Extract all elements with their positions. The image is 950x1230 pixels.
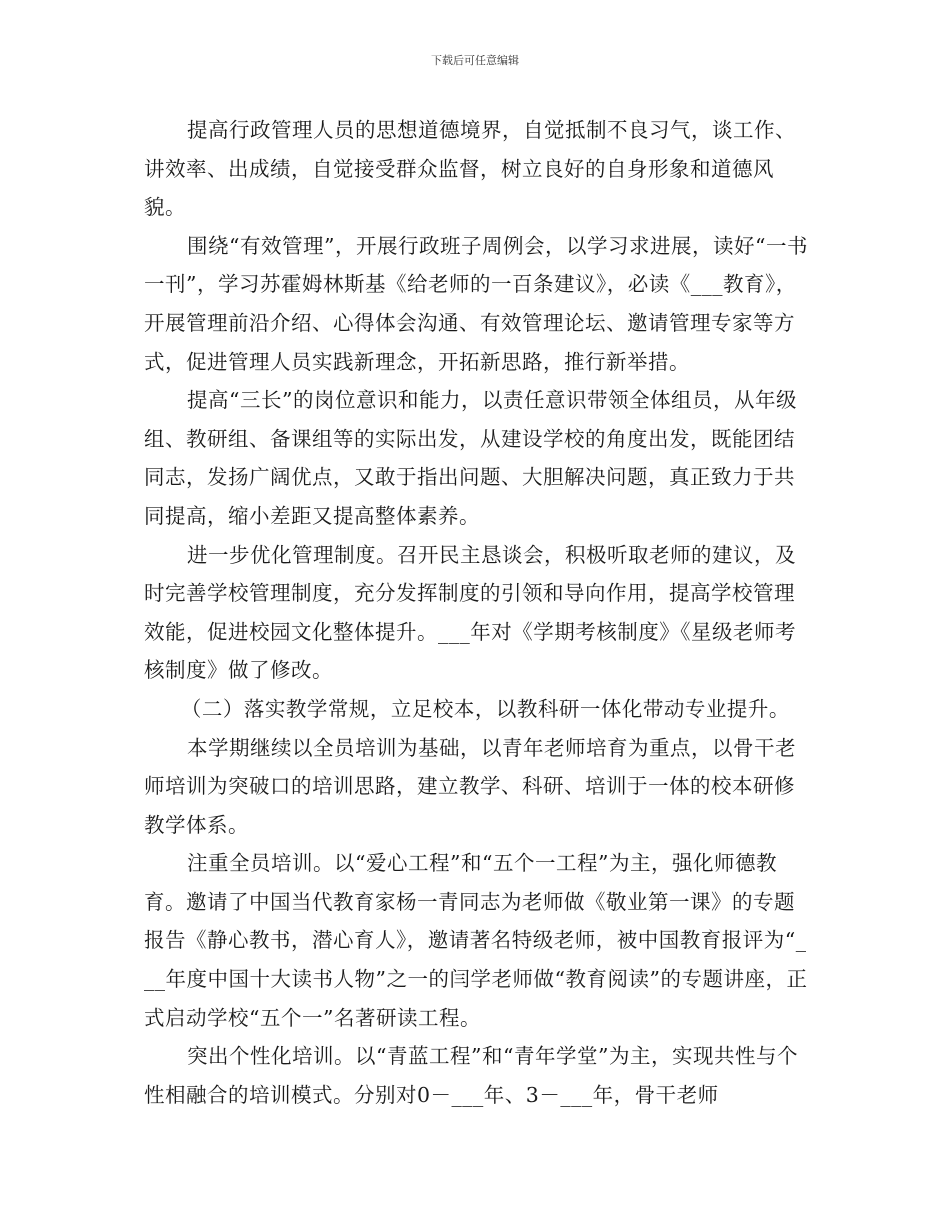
paragraph-effective-management: 围绕“有效管理”，开展行政班子周例会，以学习求进展，读好“一书一刊”，学习苏霍姆林斯基《给老师的一百条建议》，必读《___教育》，开展管理前沿介绍、心得体会沟通、有效管理论坛、邀请管理专家等方式，促进管理人员实践新理念，开拓新思路，推行新举措。: [144, 233, 808, 374]
paragraph-moral-standards: 提高行政管理人员的思想道德境界，自觉抵制不良习气，谈工作、讲效率、出成绩，自觉接受群众监督，树立良好的自身形象和道德风貌。: [144, 118, 797, 220]
document-body: [144, 111, 808, 1114]
paragraph-management-system: 进一步优化管理制度。召开民主恳谈会，积极听取老师的建议，及时完善学校管理制度，充分发挥制度的引领和导向作用，提高学校管理效能，促进校园文化整体提升。___年对《学期考核制度》《星级老师考核制度》做了修改。: [144, 542, 797, 683]
paragraph-training-plan: 本学期继续以全员培训为基础，以青年老师培育为重点，以骨干老师培训为突破口的培训思路，建立教学、科研、培训于一体的校本研修教学体系。: [144, 735, 797, 837]
page-header-note: 下载后可任意编辑: [431, 54, 519, 67]
section-heading-teaching-routine: （二）落实教学常规，立足校本，以教科研一体化带动专业提升。: [180, 696, 790, 721]
paragraph-personalized-training: 突出个性化培训。以“青蓝工程”和“青年学堂”为主，实现共性与个性相融合的培训模式。分别对0－___年、3－___年，骨干老师: [144, 1044, 798, 1107]
paragraph-three-heads: 提高“三长”的岗位意识和能力，以责任意识带领全体组员，从年级组、教研组、备课组等的实际出发，从建设学校的角度出发，既能团结同志，发扬广阔优点，又敢于指出问题、大胆解决问题，真正致力于共同提高，缩小差距又提高整体素养。: [144, 388, 798, 528]
paragraph-staff-training: 注重全员培训。以“爱心工程”和“五个一工程”为主，强化师德教育。邀请了中国当代教育家杨一青同志为老师做《敬业第一课》的专题报告《静心教书，潜心育人》，邀请著名特级老师，被中国教育报评为“___年度中国十大读书人物”之一的闫学老师做“教育阅读”的专题讲座，正式启动学校“五个一”名著研读工程。: [144, 851, 808, 1030]
